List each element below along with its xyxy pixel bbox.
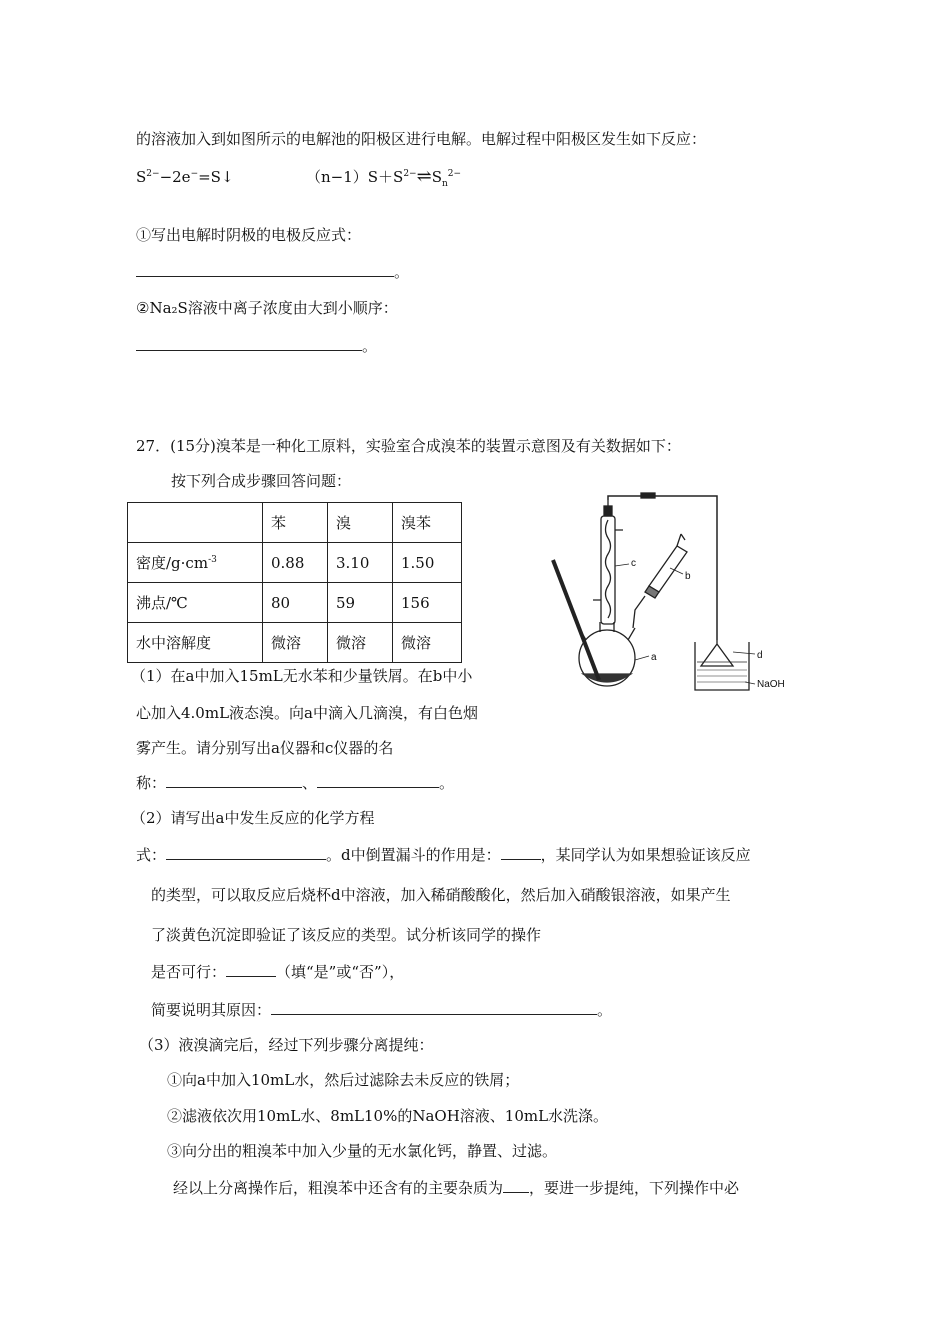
table-row: [128, 623, 462, 663]
eq1-e-charge: −: [190, 169, 199, 179]
part2-line6: 简要说明其原因： 。: [151, 1001, 613, 1019]
problem-27-subtitle: 按下列合成步骤回答问题：: [171, 472, 352, 490]
table-header-row: [128, 503, 462, 543]
anode-equation-2: [306, 167, 461, 187]
table-cell: 微溶: [393, 623, 462, 663]
table-cell: 80: [263, 583, 328, 623]
answer-blank-a-name[interactable]: [166, 773, 302, 788]
table-row: [128, 583, 462, 623]
eq2-right-charge: 2−: [447, 169, 462, 179]
eq2-right-sub: n: [441, 179, 448, 189]
eq1-product: =S↓: [198, 168, 234, 186]
data-table: [127, 502, 462, 663]
thermometer-tube: [553, 560, 599, 680]
answer-line-1: [136, 262, 409, 282]
table-row-label: 水中溶解度: [128, 623, 263, 663]
table-cell: 0.88: [263, 543, 328, 583]
part2-line2: 式： 。d中倒置漏斗的作用是： ，某同学认为如果想验证该反应: [136, 846, 751, 864]
answer-blank-c-name[interactable]: [317, 773, 439, 788]
question-2: ②Na₂S溶液中离子浓度由大到小顺序：: [136, 299, 398, 317]
answer-blank-cathode[interactable]: [136, 262, 394, 277]
part3-line1: （3）液溴滴完后，经过下列步骤分离提纯：: [139, 1036, 434, 1054]
answer-blank-feasible[interactable]: [226, 962, 276, 977]
part1-name-label: 称：: [136, 774, 167, 792]
label-naoh: NaOH: [757, 679, 785, 690]
table-row-label: 密度$/g\cdot cm^{-3}$: [128, 543, 263, 583]
part2-line5: 是否可行： （填“是”或“否”），: [151, 963, 405, 981]
answer-blank-equation[interactable]: [166, 845, 326, 860]
table-cell: 微溶: [328, 623, 393, 663]
answer-line-2: [136, 336, 377, 356]
label-b: b: [685, 571, 691, 582]
table-row: [128, 543, 462, 583]
intro-line: 的溶液加入到如图所示的电解池的阳极区进行电解。电解过程中阳极区发生如下反应：: [136, 130, 707, 148]
part2-line4: 了淡黄色沉淀即验证了该反应的类型。试分析该同学的操作: [151, 926, 542, 944]
part3-line5: 经以上分离操作后，粗溴苯中还含有的主要杂质为 ，要进一步提纯，下列操作中必: [173, 1179, 740, 1197]
part1-line4: 称： 、 。: [136, 774, 455, 792]
label-a: a: [651, 652, 657, 663]
table-cell: 1.50: [393, 543, 462, 583]
apparatus-diagram: [545, 490, 805, 700]
question-1: ①写出电解时阴极的电极反应式：: [136, 226, 362, 244]
part2-line1: （2）请写出a中发生反应的化学方程: [131, 809, 375, 827]
eq1-s: S: [136, 168, 147, 186]
table-header: [128, 503, 263, 543]
eq2-left-charge: 2−: [403, 169, 417, 179]
answer-end-2: 。: [362, 337, 378, 355]
part3-step3: ③向分出的粗溴苯中加入少量的无水氯化钙，静置、过滤。: [167, 1142, 558, 1160]
table-cell: 156: [393, 583, 462, 623]
table-header: 溴: [328, 503, 393, 543]
eq1-s-charge: 2−: [146, 169, 160, 179]
answer-blank-ion-order[interactable]: [136, 336, 362, 351]
part1-line1: （1）在a中加入15mL无水苯和少量铁屑。在b中小: [131, 667, 473, 685]
dropping-funnel-b: [649, 546, 687, 592]
problem-27-title: 27．(15分)溴苯是一种化工原料，实验室合成溴苯的装置示意图及有关数据如下：: [136, 437, 681, 455]
answer-blank-impurity[interactable]: [503, 1178, 529, 1193]
part3-step1: ①向a中加入10mL水，然后过滤除去未反应的铁屑；: [167, 1071, 520, 1089]
table-row-label: 沸点/℃: [128, 583, 263, 623]
answer-blank-funnel[interactable]: [501, 845, 541, 860]
eq1-electrons: −2e: [159, 168, 191, 186]
eq2-left: （n−1）S＋S: [306, 168, 404, 186]
label-d: d: [757, 650, 763, 661]
table-cell: 微溶: [263, 623, 328, 663]
table-cell: 3.10: [328, 543, 393, 583]
eq2-right: S: [431, 168, 442, 186]
answer-blank-reason[interactable]: [271, 1000, 597, 1015]
part2-line3: 的类型，可以取反应后烧杯d中溶液，加入稀硝酸酸化，然后加入硝酸银溶液，如果产生: [151, 886, 731, 904]
answer-end-1: 。: [394, 263, 410, 281]
part1-line3: 雾产生。请分别写出a仪器和c仪器的名: [136, 739, 394, 757]
part3-step2: ②滤液依次用10mL水、8mL10%的NaOH溶液、10mL水洗涤。: [167, 1107, 609, 1125]
table-header: 溴苯: [393, 503, 462, 543]
table-cell: 59: [328, 583, 393, 623]
anode-equation-1: [136, 167, 234, 187]
label-c: c: [631, 558, 636, 569]
equilibrium-arrow: ⇌: [416, 166, 432, 187]
table-header: 苯: [263, 503, 328, 543]
part1-line2: 心加入4.0mL液态溴。向a中滴入几滴溴，有白色烟: [136, 704, 478, 722]
